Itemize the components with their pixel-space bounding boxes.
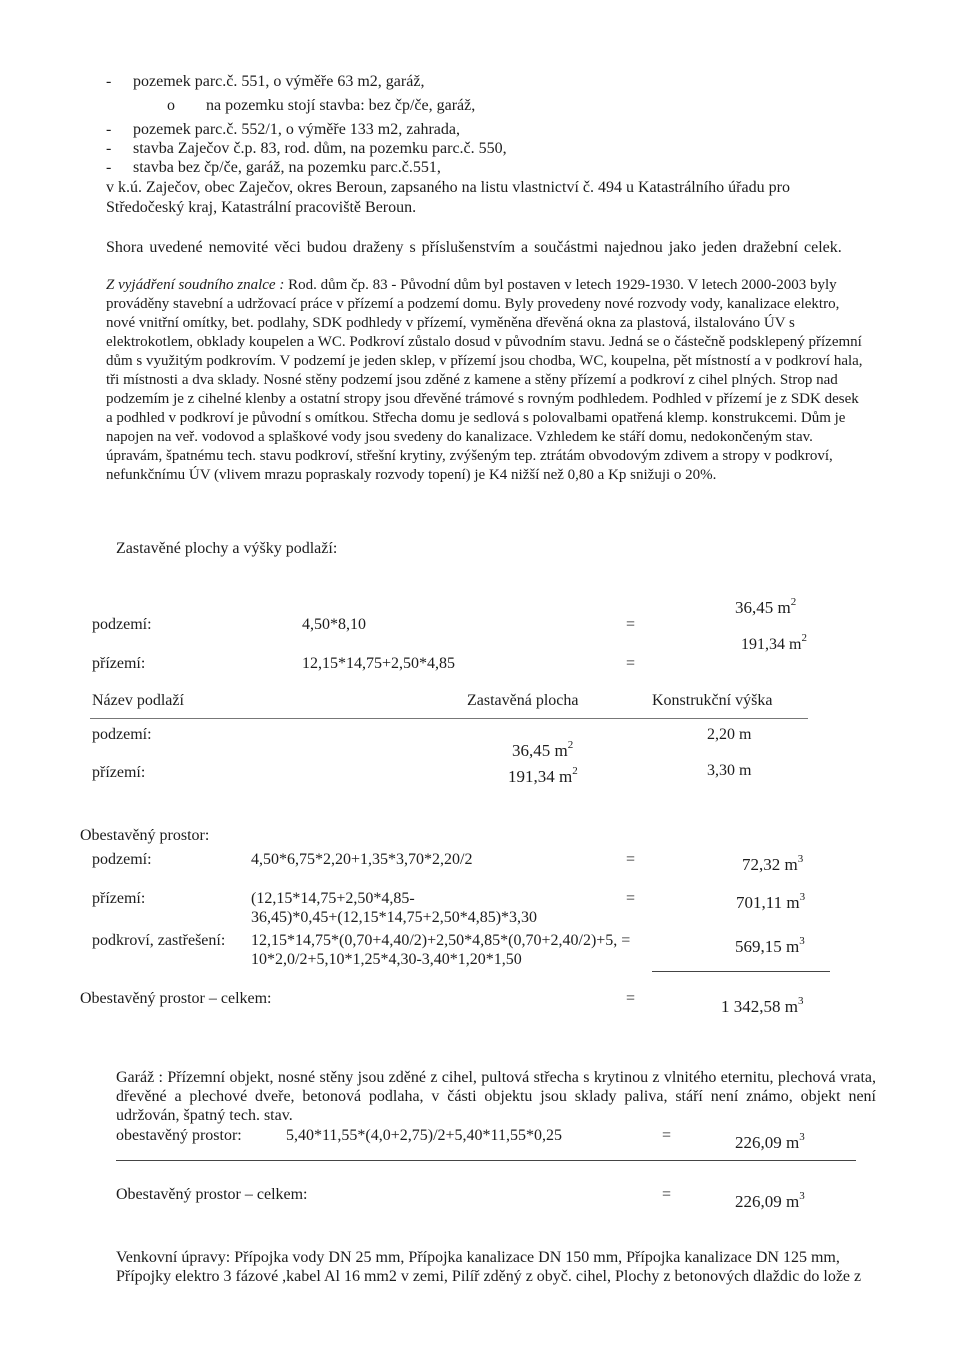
table-header-name: Název podlaží bbox=[92, 692, 184, 709]
table-row-height: 2,20 m bbox=[707, 726, 752, 743]
equals-sign: = bbox=[662, 1127, 672, 1144]
volume-podzemi-label: podzemí: bbox=[92, 851, 152, 868]
intro-line-1: pozemek parc.č. 551, o výměře 63 m2, garáž, bbox=[133, 73, 425, 90]
table-row-area: 191,34 $m^2$ bbox=[508, 765, 578, 786]
expert-label: Z vyjádření soudního znalce : bbox=[106, 277, 285, 293]
garage-volume-formula: 5,40*11,55*(4,0+2,75)/2+5,40*11,55*0,25 bbox=[286, 1127, 562, 1144]
garage-total-label: Obestavěný prostor – celkem: bbox=[116, 1186, 308, 1203]
garage-volume-label: obestavěný prostor: bbox=[116, 1127, 242, 1144]
table-header-area: Zastavěná plocha bbox=[467, 692, 579, 709]
volume-total-result: 1 342,58 $m^3$ bbox=[721, 995, 804, 1016]
volume-podkrovi-result: 569,15 $m^3$ bbox=[735, 935, 805, 956]
prizemi-area-result: 191,34 $m^2$ bbox=[741, 632, 807, 653]
equals-sign: = bbox=[626, 890, 636, 907]
auction-paragraph: Shora uvedené nemovité věci budou draženy s příslušenstvím a součástmi najednou jako jeden dražební celek. bbox=[106, 239, 842, 256]
expert-paragraph bbox=[106, 276, 868, 485]
garage-total-result: 226,09 $m^3$ bbox=[735, 1190, 805, 1211]
bullet-o: o bbox=[167, 97, 175, 114]
table-divider bbox=[90, 718, 808, 719]
volume-podkrovi-label: podkroví, zastřešení: bbox=[92, 932, 226, 949]
table-row-name: podzemí: bbox=[92, 726, 152, 743]
equals-sign: = bbox=[626, 990, 636, 1007]
table-row-name: přízemí: bbox=[92, 764, 146, 781]
volume-prizemi-formula-1: (12,15*14,75+2,50*4,85- bbox=[251, 890, 415, 907]
table-row-area: 36,45 $m^2$ bbox=[512, 739, 574, 760]
intro-line-3: pozemek parc.č. 552/1, o výměře 133 m2, zahrada, bbox=[133, 121, 460, 138]
garage-sum-line bbox=[116, 1160, 856, 1161]
podzemi-area-label: podzemí: bbox=[92, 616, 152, 633]
volume-podzemi-formula: 4,50*6,75*2,20+1,35*3,70*2,20/2 bbox=[251, 851, 473, 868]
floors-heading: Zastavěné plochy a výšky podlaží: bbox=[116, 540, 338, 557]
volume-prizemi-label: přízemí: bbox=[92, 890, 146, 907]
equals-sign: = bbox=[662, 1186, 672, 1203]
volume-total-label: Obestavěný prostor – celkem: bbox=[80, 990, 272, 1007]
intro-line-2: na pozemku stojí stavba: bez čp/če, garáž, bbox=[206, 97, 476, 114]
table-row-height: 3,30 m bbox=[707, 762, 752, 779]
expert-text: Rod. dům čp. 83 - Původní dům byl postaven v letech 1929-1930. V letech 2000-2003 byly prováděny stavební a udržovací práce v přízemí a podzemí domu. Byly provedeny nové rozvody vody, kanalizace elektro, nové vnitřní omítky, bet. podlahy, SDK podhledy v přízemí, vyměněna dřevěná okna za plastová, ilstalováno ÚV s elektrokotlem, obklady koupelen a WC. Podkroví zůstalo dosud v původním stavu. Jedná se o částečně podsklepený přízemní dům s využitým podkrovím. V podzemí je jeden sklep, v přízemí jsou chodba, WC, koupelna, pět místností a v podkroví hala, tři místnosti a dva sklady. Nosné stěny podzemí jsou zděné z kamene a stěny přízemí a podkroví z cihel plných. Strop nad podzemím je z cihelné klenby a ostatní stropy jsou dřevěné trámové s rovným podhledem. Podhled v přízemí je z SDK desek a podhled v podkroví je původní s omítkou. Střecha domu je sedlová s polovalbami opatřená klemp. konstrukcemi. Dům je napojen na veř. vodovod a splaškové vody jsou svedeny do kanalizace. Vzhledem ke stáří domu, nedokončeným stav. úpravám, špatnému tech. stavu podkroví, střešní krytiny, zvýšeným tep. ztrátám obvodovým zdivem a stropy v podkroví, nefunkčnímu ÚV (vlivem mrazu popraskaly rozvody topení) je K4 nižší než 0,80 a Kp snižuji o 20%. bbox=[106, 277, 863, 483]
dash-2: - bbox=[106, 121, 112, 138]
prizemi-area-label: přízemí: bbox=[92, 655, 146, 672]
dash-3: - bbox=[106, 140, 112, 157]
intro-line-6: v k.ú. Zaječov, obec Zaječov, okres Beroun, zapsaného na listu vlastnictví č. 494 u Katastrálního úřadu pro bbox=[106, 179, 790, 196]
dash-4: - bbox=[106, 159, 112, 176]
equals-sign: = bbox=[626, 851, 636, 868]
table-header-height: Konstrukční výška bbox=[652, 692, 773, 709]
garage-volume-result: 226,09 $m^3$ bbox=[735, 1131, 805, 1152]
prizemi-area-formula: 12,15*14,75+2,50*4,85 bbox=[302, 655, 456, 672]
garage-paragraph: Garáž : Přízemní objekt, nosné stěny jsou zděné z cihel, pultová střecha s krytinou z vlnitého eternitu, plechová vrata, dřevěné a plechové dveře, betonová podlaha, v části objektu jsou sklady paliva, stáří není známo, objekt není udržován, špatný tech. stav. bbox=[116, 1069, 876, 1124]
volume-prizemi-formula-2: 36,45)*0,45+(12,15*14,75+2,50*4,85)*3,30 bbox=[251, 909, 538, 926]
intro-line-7: Středočeský kraj, Katastrální pracoviště Beroun. bbox=[106, 199, 417, 216]
intro-line-5: stavba bez čp/če, garáž, na pozemku parc.č.551, bbox=[133, 159, 441, 176]
equals-sign: = bbox=[626, 655, 636, 672]
volume-heading: Obestavěný prostor: bbox=[80, 827, 210, 844]
intro-line-4: stavba Zaječov č.p. 83, rod. dům, na pozemku parc.č. 550, bbox=[133, 140, 507, 157]
volume-podkrovi-formula-2: 10*2,0/2+5,10*1,25*4,30-3,40*1,20*1,50 bbox=[251, 951, 522, 968]
podzemi-area-formula: 4,50*8,10 bbox=[302, 616, 366, 633]
outdoor-paragraph: Venkovní úpravy: Přípojka vody DN 25 mm, Přípojka kanalizace DN 150 mm, Přípojka kanalizace DN 125 mm, Přípojky elektro 3 fázové ,kabel Al 16 mm2 v zemi, Pilíř zděný z obyč. cihel, Plochy z betonových dlaždic do lože z bbox=[116, 1249, 862, 1285]
volume-podzemi-result: 72,32 $m^3$ bbox=[742, 853, 804, 874]
equals-sign: = bbox=[626, 616, 636, 633]
sum-line bbox=[652, 971, 830, 972]
volume-prizemi-result: 701,11 $m^3$ bbox=[736, 891, 806, 912]
dash-1: - bbox=[106, 73, 112, 90]
volume-podkrovi-formula-1: 12,15*14,75*(0,70+4,40/2)+2,50*4,85*(0,70+2,40/2)+5, = bbox=[251, 932, 631, 949]
podzemi-area-result: 36,45 $m^2$ bbox=[735, 596, 797, 617]
